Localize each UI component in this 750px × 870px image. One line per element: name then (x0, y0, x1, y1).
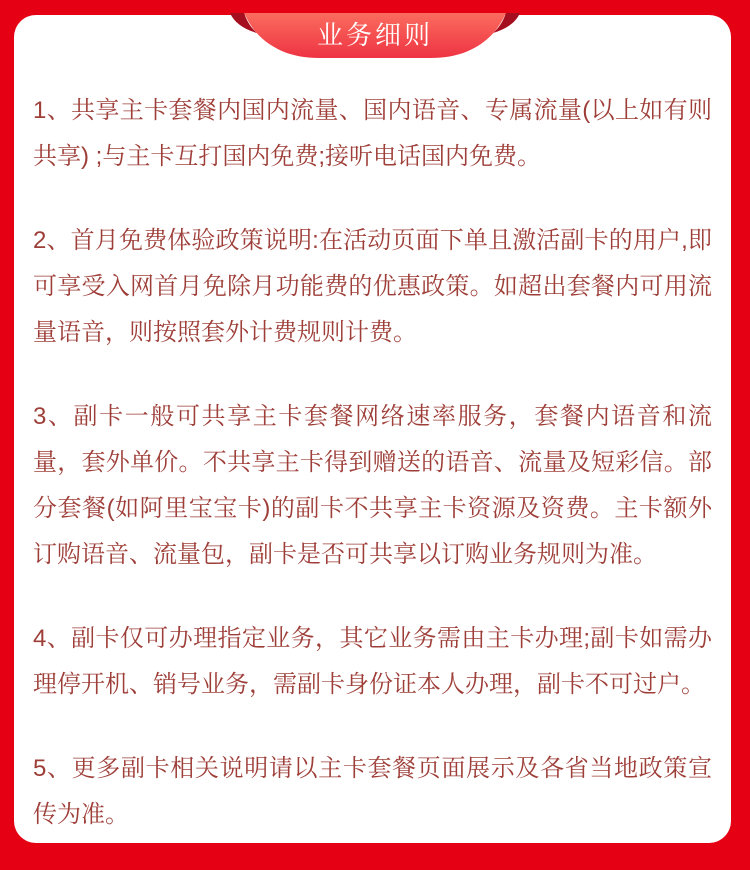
section-header-ribbon (230, 13, 520, 58)
rule-item: 4、副卡仅可办理指定业务，其它业务需由主卡办理;副卡如需办理停开机、销号业务，需副卡身份证本人办理，副卡不可过户。 (33, 625, 712, 698)
rule-item: 2、首月免费体验政策说明:在活动页面下单且激活副卡的用户,即可享受入网首月免除月功能费的优惠政策。如超出套餐内可用流量语音，则按照套外计费规则计费。 (33, 227, 712, 346)
section-title: 业务细则 (316, 19, 433, 50)
rule-item: 1、共享主卡套餐内国内流量、国内语音、专属流量(以上如有则共享) ;与主卡互打国内免费;接听电话国内免费。 (33, 97, 712, 170)
rule-item: 5、更多副卡相关说明请以主卡套餐页面展示及各省当地政策宣传为准。 (33, 755, 712, 828)
rules-list (14, 15, 731, 838)
details-card (14, 15, 731, 843)
rule-item: 3、副卡一般可共享主卡套餐网络速率服务，套餐内语音和流量，套外单价。不共享主卡得到赠送的语音、流量及短彩信。部分套餐(如阿里宝宝卡)的副卡不共享主卡资源及资费。主卡额外订购语音、流量包，副卡是否可共享以订购业务规则为准。 (33, 403, 712, 568)
